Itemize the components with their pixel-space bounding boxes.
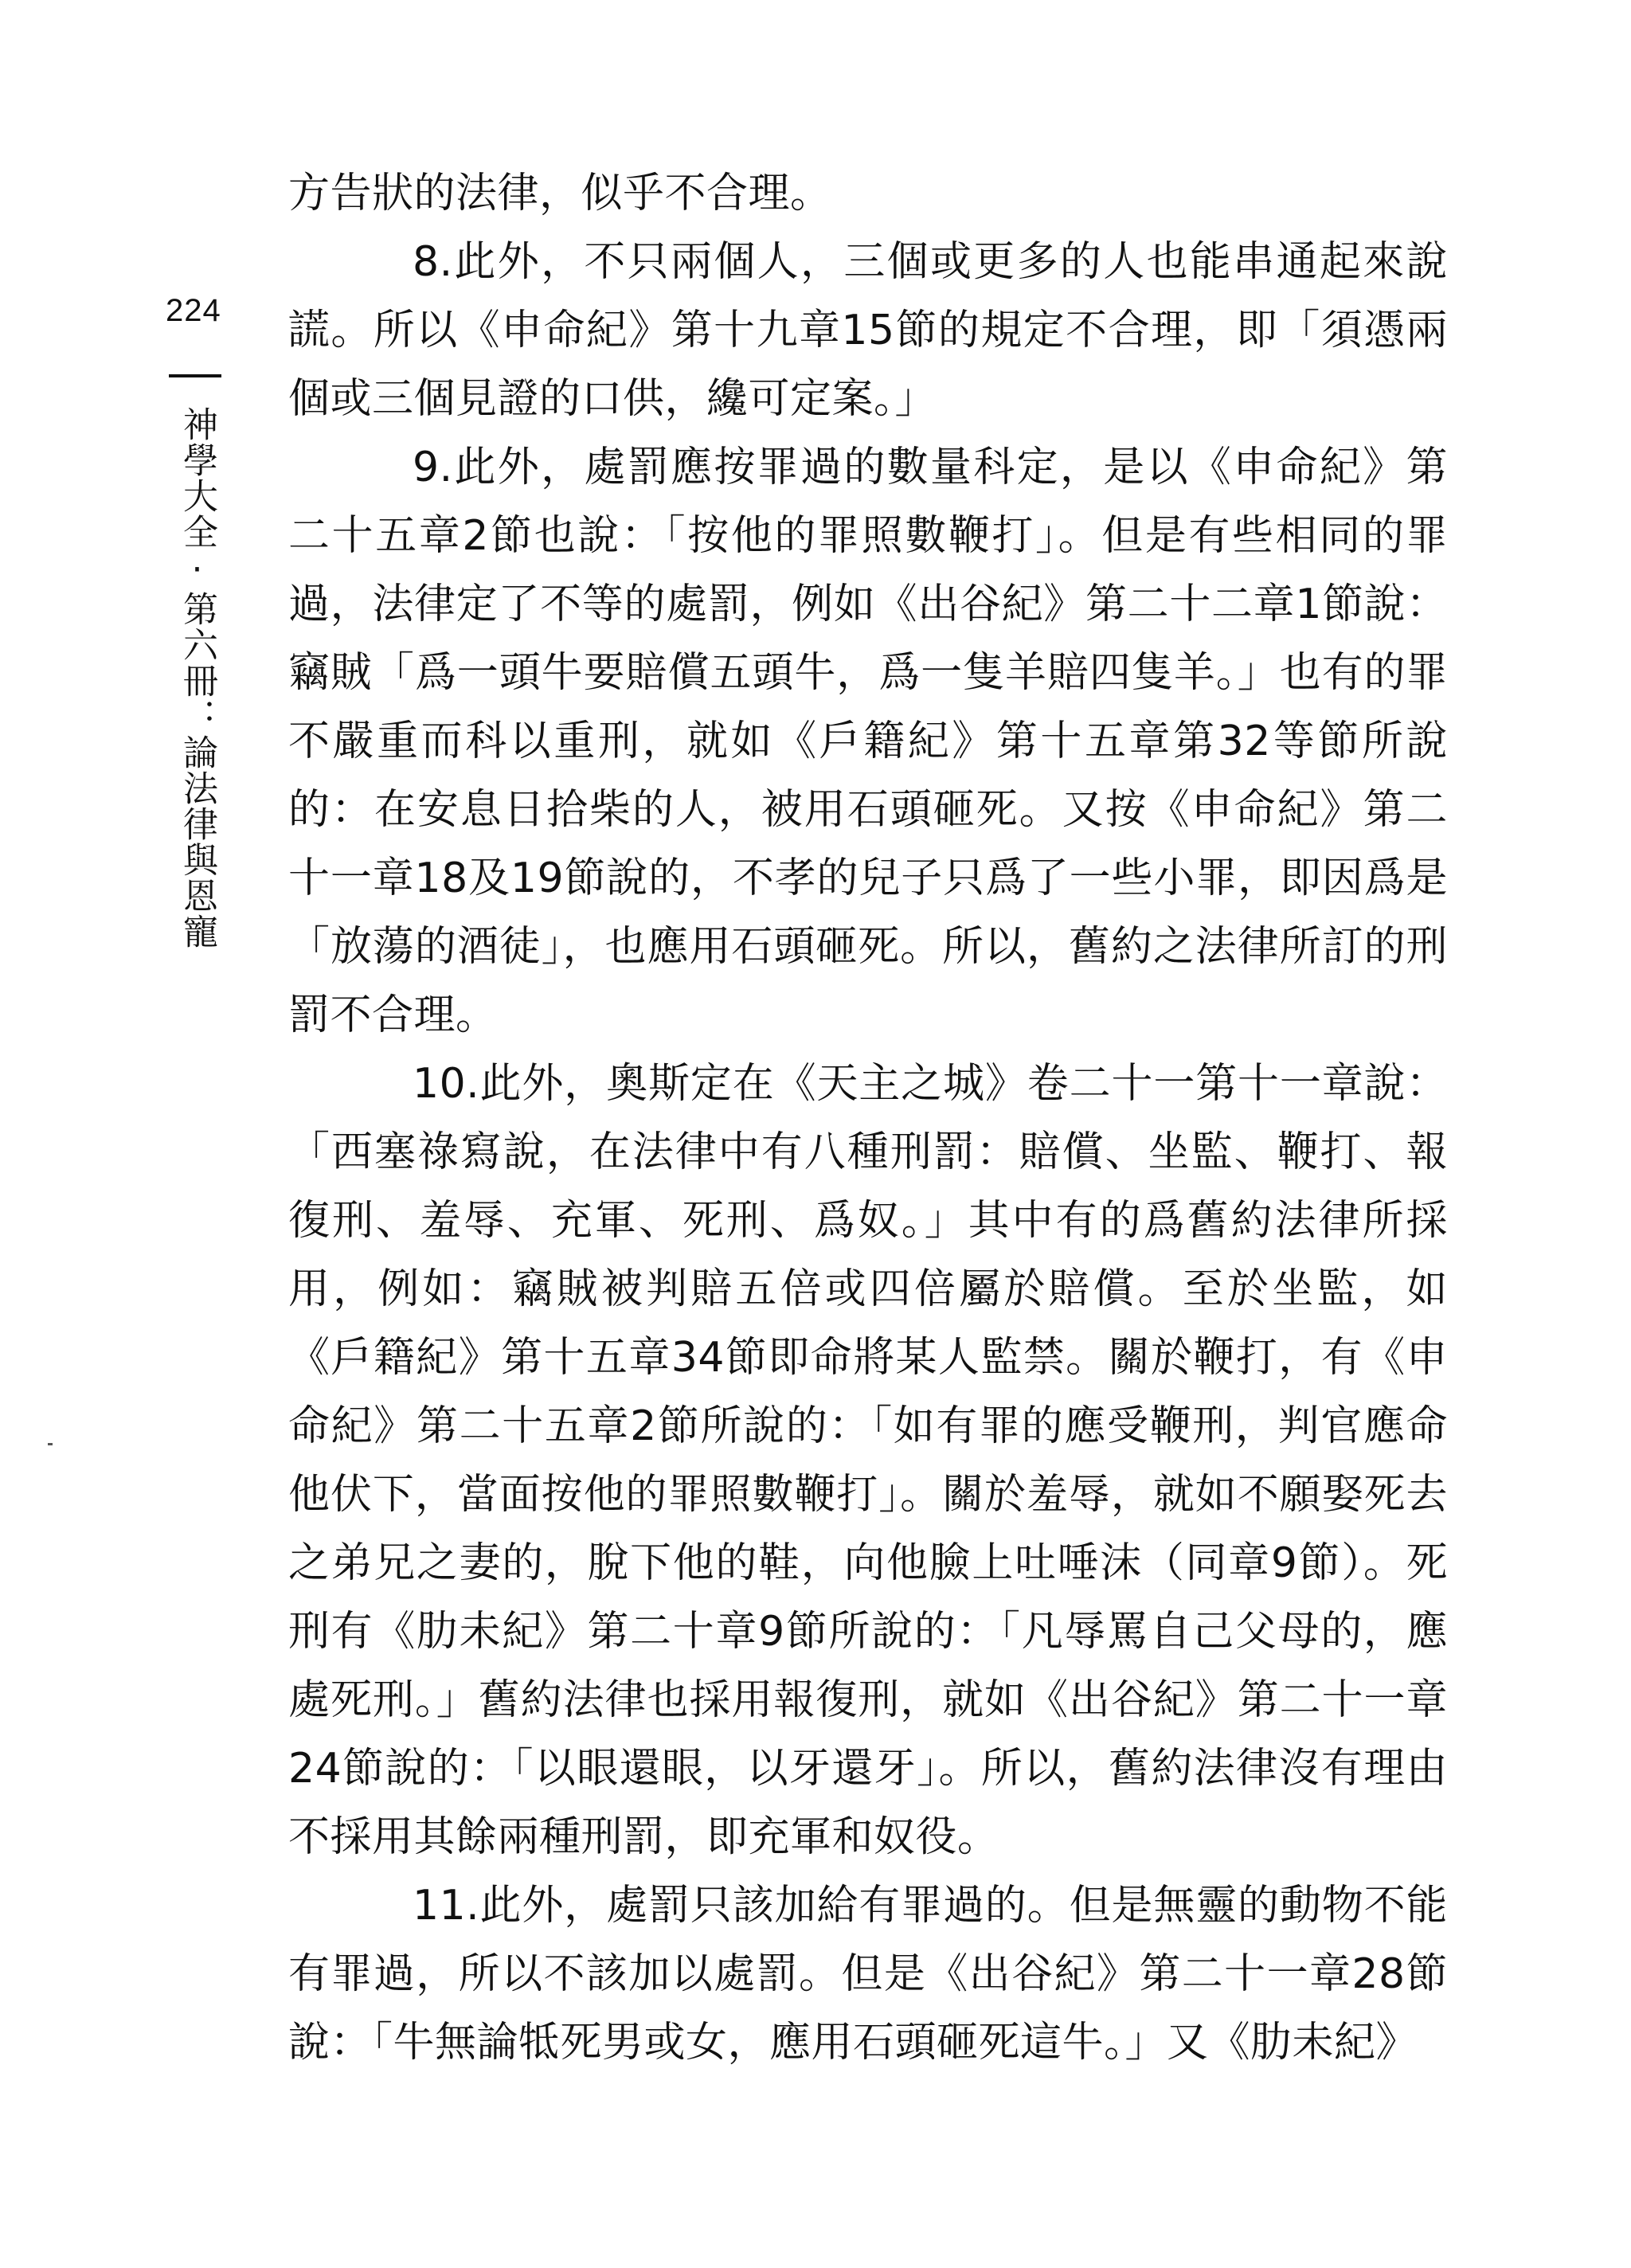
running-head-rule	[169, 374, 221, 377]
text-run: 8.此外，不只兩個人，三個或更多的人也能串通起來說謊。所以《申命紀》第十九章15節的規定不合理，即「	[288, 238, 1448, 354]
paragraph-continuation	[288, 159, 1448, 228]
paragraph-objection-11	[288, 1871, 1448, 2077]
scripture-quote: 如有罪的應受鞭刑，判官應命他伏下，當面按他的罪照數鞭打	[288, 1402, 1448, 1519]
paragraph-objection-10	[288, 1050, 1448, 1871]
text-run: 」也有的罪不嚴重而科以重刑，就如《戶籍紀》第十五章第32等節所說的：在安息日拾柴的人，被用石頭砸死。又按《申命紀》第二十一章18及19節說的，不孝的兒子只爲了一些小罪，即因爲是「	[288, 649, 1448, 971]
scripture-quote: 爲一頭牛要賠償五頭牛，爲一隻羊賠四隻羊。	[414, 649, 1238, 697]
text-run: 」又《肋未紀》	[1124, 2019, 1418, 2067]
scripture-quote: 按他的罪照數鞭打	[687, 512, 1036, 560]
text-run: 11.此外，處罰只該加給有罪過的。但是無靈的動物不能有罪過，所以不該加以處罰。但是《出谷紀》第二十一章28節說：「	[288, 1882, 1448, 2067]
scripture-quote: 凡辱罵自己父母的，應處死刑。	[288, 1608, 1448, 1724]
text-run: 」。關於羞辱，就如不願娶死去之弟兄之妻的，脫下他的鞋，向他臉上吐唾沫（同章9節）。死刑有《肋未紀》第二十章9節所說的：「	[288, 1471, 1448, 1656]
scripture-quote: 牛無論牴死男或女，應用石頭砸死這牛。	[393, 2019, 1125, 2067]
text-run: 」舊約法律也採用報復刑，就如《出谷紀》第二十一章24節說的：「	[288, 1676, 1448, 1793]
text-run: 方告狀的法律，似乎不合理。	[288, 170, 832, 217]
scripture-quote: 放蕩的酒徒	[330, 923, 542, 971]
text-run: 」。所以，舊約法律沒有理由不採用其餘兩種刑罰，即充軍和奴役。	[288, 1745, 1448, 1861]
scripture-quote: 以眼還眼，以牙還牙	[534, 1745, 917, 1793]
text-run: 」。但是有些相同的罪過，法律定了不等的處罰，例如《出谷紀》第二十二章1節說：竊賊「	[288, 512, 1448, 697]
text-run: 」，也應用石頭砸死。所以，舊約之法律所訂的刑罰不合理。	[288, 923, 1448, 1039]
running-head: 神學大全·第六冊：論法律與恩寵	[177, 406, 217, 949]
body-text	[288, 159, 1448, 2077]
text-run: 10.此外，奧斯定在《天主之城》卷二十一第十一章說：「西塞祿寫說，在法律中有八種刑罰：賠償、坐監、鞭打、報復刑、羞辱、充軍、死刑、爲奴。」其中有的爲舊約法律所採用，例如：竊賊被判賠五倍或四倍屬於賠償。至於坐監，如《戶籍紀》第十五章34節即命將某人監禁。關於鞭打，有《申命紀》第二十五章2節所說的：「	[288, 1060, 1448, 1450]
page-number: 224	[166, 293, 221, 328]
text-run: 9.此外，處罰應按罪過的數量科定，是以《申命紀》第二十五章2節也說：「	[288, 444, 1448, 560]
page-margin	[151, 295, 239, 1027]
scripture-quote: 須憑兩個或三個見證的口供，纔可定案。	[288, 307, 1448, 423]
paragraph-objection-8	[288, 228, 1448, 433]
scan-speck	[48, 1443, 53, 1445]
paragraph-objection-9	[288, 433, 1448, 1050]
text-run: 」	[894, 375, 937, 423]
